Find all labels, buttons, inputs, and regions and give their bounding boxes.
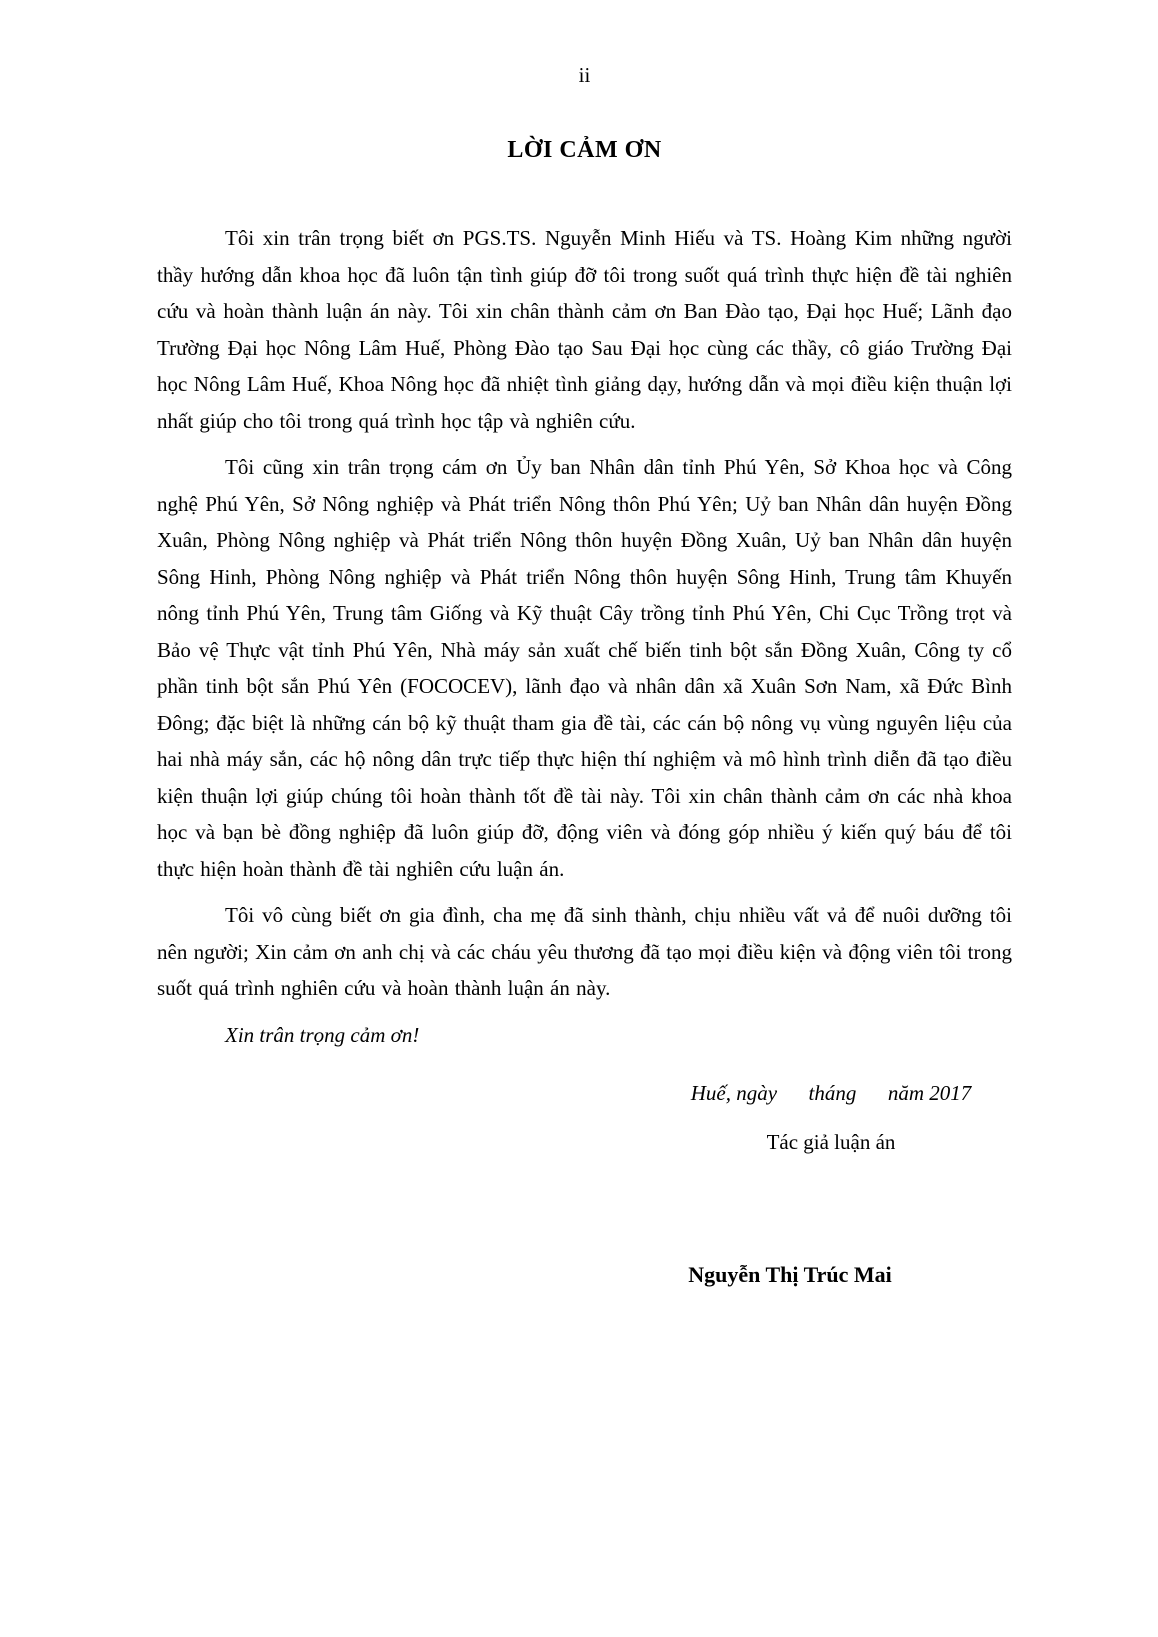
signature-role: Tác giả luận án (766, 1129, 896, 1154)
signature-date-line: Huế, ngày tháng năm 2017 (690, 1080, 972, 1105)
signature-date-block (611, 1075, 1051, 1161)
page-number: ii (578, 63, 591, 87)
signature-author-name: Nguyễn Thị Trúc Mai (688, 1261, 892, 1287)
acknowledgment-body (157, 220, 1012, 1054)
closing-thanks-line: Xin trân trọng cảm ơn! (225, 1022, 420, 1047)
paragraph-supervisors-thanks: Tôi xin trân trọng biết ơn PGS.TS. Nguyễn Minh Hiếu và TS. Hoàng Kim những người thầy hướng dẫn khoa học đã luôn tận tình giúp đỡ tôi trong suốt quá trình thực hiện đề tài nghiên cứu và hoàn thành luận án này. Tôi xin chân thành cảm ơn Ban Đào tạo, Đại học Huế; Lãnh đạo Trường Đại học Nông Lâm Huế, Phòng Đào tạo Sau Đại học cùng các thầy, cô giáo Trường Đại học Nông Lâm Huế, Khoa Nông học đã nhiệt tình giảng dạy, hướng dẫn và mọi điều kiện thuận lợi nhất giúp cho tôi trong quá trình học tập và nghiên cứu. (157, 226, 1012, 433)
paragraph-family-thanks: Tôi vô cùng biết ơn gia đình, cha mẹ đã sinh thành, chịu nhiều vất vả để nuôi dưỡng tôi nên người; Xin cảm ơn anh chị và các cháu yêu thương đã tạo mọi điều kiện và động viên tôi trong suốt quá trình nghiên cứu và hoàn thành luận án này. (157, 903, 1012, 1000)
signature-name-block (570, 1261, 1010, 1289)
page-title: LỜI CẢM ƠN (507, 137, 662, 163)
paragraph-institutions-thanks: Tôi cũng xin trân trọng cám ơn Ủy ban Nhân dân tỉnh Phú Yên, Sở Khoa học và Công nghệ Phú Yên, Sở Nông nghiệp và Phát triển Nông thôn Phú Yên; Uỷ ban Nhân dân huyện Đồng Xuân, Phòng Nông nghiệp và Phát triển Nông thôn huyện Đồng Xuân, Uỷ ban Nhân dân huyện Sông Hinh, Phòng Nông nghiệp và Phát triển Nông thôn huyện Sông Hinh, Trung tâm Khuyến nông tỉnh Phú Yên, Trung tâm Giống và Kỹ thuật Cây trồng tỉnh Phú Yên, Chi Cục Trồng trọt và Bảo vệ Thực vật tỉnh Phú Yên, Nhà máy sản xuất chế biến tinh bột sắn Đồng Xuân, Công ty cổ phần tinh bột sắn Phú Yên (FOCOCEV), lãnh đạo và nhân dân xã Xuân Sơn Nam, xã Đức Bình Đông; đặc biệt là những cán bộ kỹ thuật tham gia đề tài, các cán bộ nông vụ vùng nguyên liệu của hai nhà máy sắn, các hộ nông dân trực tiếp thực hiện thí nghiệm và mô hình trình diễn đã tạo điều kiện thuận lợi giúp chúng tôi hoàn thành tốt đề tài này. Tôi xin chân thành cảm ơn các nhà khoa học và bạn bè đồng nghiệp đã luôn giúp đỡ, động viên và đóng góp nhiều ý kiến quý báu để tôi thực hiện hoàn thành đề tài nghiên cứu luận án. (157, 455, 1012, 881)
